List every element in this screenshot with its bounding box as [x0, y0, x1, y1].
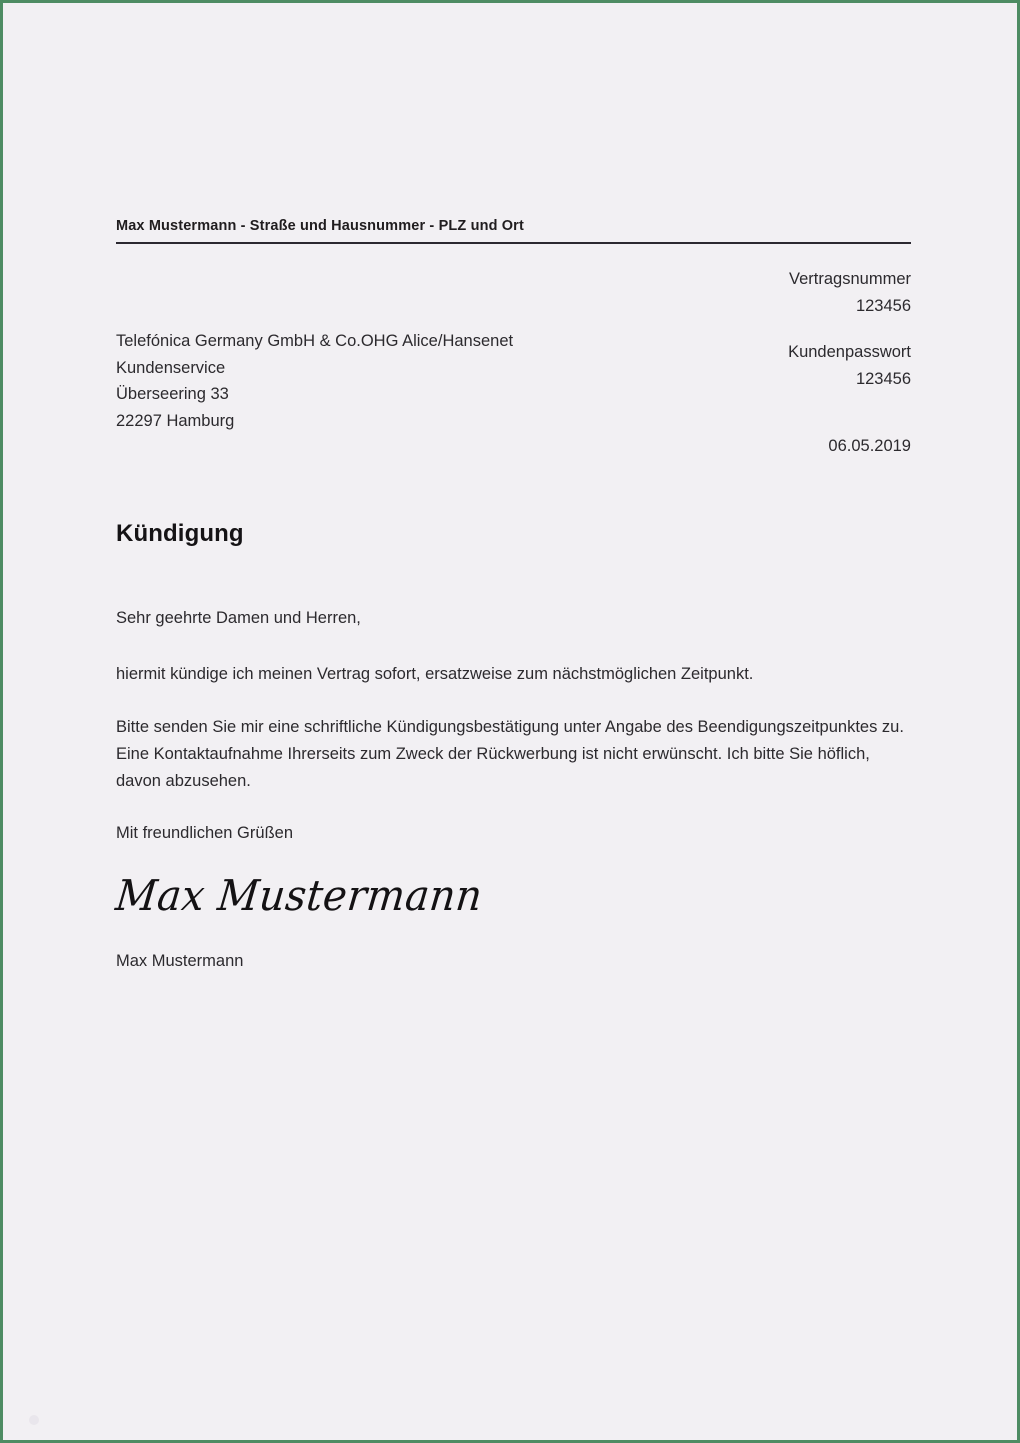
- sender-address-line: Max Mustermann - Straße und Hausnummer - PLZ und Ort: [116, 218, 524, 234]
- letter-header-zone: [116, 266, 911, 516]
- signed-name: Max Mustermann: [116, 951, 244, 970]
- recipient-address-block: [116, 328, 513, 435]
- salutation: Sehr geehrte Damen und Herren,: [116, 608, 361, 627]
- scan-artifact: [29, 1415, 39, 1425]
- recipient-line-department: Kundenservice: [116, 358, 226, 377]
- customer-password-group: [571, 339, 911, 392]
- body-paragraph-2: Bitte senden Sie mir eine schriftliche Kündigungsbestätigung unter Angabe des Beendigungszeitpunktes zu. Eine Kontaktaufnahme Ihrerseits zum Zweck der Rückwerbung ist nicht erwünscht. Ich bitte Sie höflich, davon abzusehen.: [116, 718, 904, 790]
- contract-number-label: Vertragsnummer: [789, 269, 911, 288]
- customer-password-value: 123456: [855, 370, 911, 388]
- body-paragraph-1: hiermit kündige ich meinen Vertrag sofort, ersatzweise zum nächstmöglichen Zeitpunkt.: [116, 665, 754, 684]
- recipient-line-street: Überseering 33: [116, 385, 229, 404]
- closing-line: Mit freundlichen Grüßen: [116, 824, 293, 843]
- contract-meta-block: [571, 266, 911, 460]
- sender-divider: [116, 242, 911, 244]
- contract-number-group: [571, 266, 911, 319]
- recipient-line-city: 22297 Hamburg: [116, 412, 235, 430]
- recipient-line-company: Telefónica Germany GmbH & Co.OHG Alice/Hansenet: [116, 331, 514, 350]
- letter-date: 06.05.2019: [828, 436, 911, 455]
- handwritten-signature: Max Mustermann: [113, 871, 485, 921]
- letter-content: [116, 605, 911, 847]
- letter-subject: Kündigung: [116, 519, 244, 547]
- letter-body: [113, 217, 911, 974]
- contract-number-value: 123456: [855, 296, 911, 315]
- customer-password-label: Kundenpasswort: [788, 343, 911, 362]
